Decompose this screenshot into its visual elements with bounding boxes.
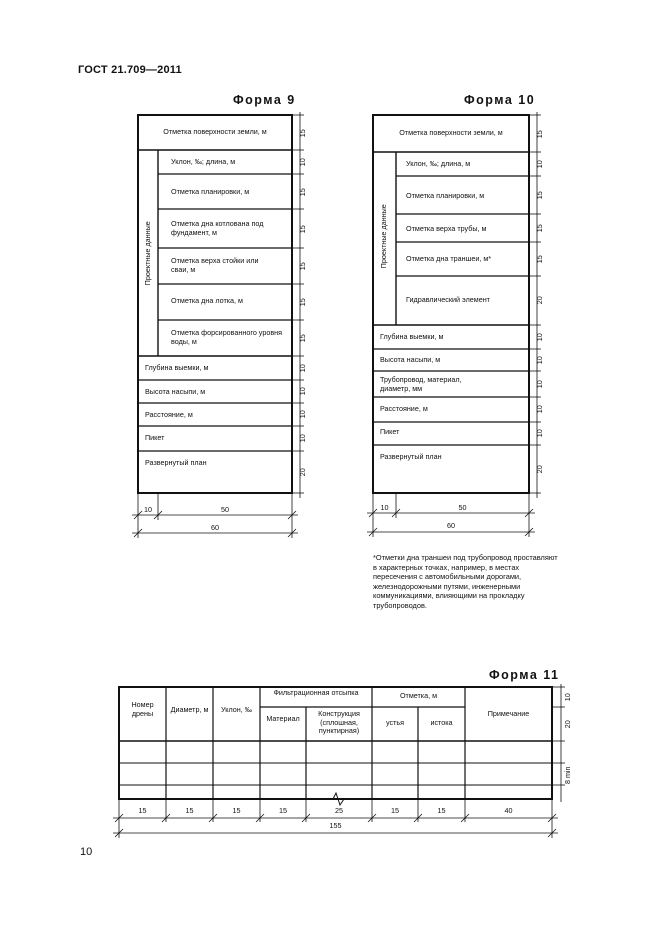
form9-height-11: 10 xyxy=(297,434,307,443)
form9-row-tray-bottom: Отметка дна лотка, м xyxy=(171,296,243,305)
form11-header-slope: Уклон, ‰ xyxy=(221,705,252,714)
form11-width-8: 40 xyxy=(504,806,513,815)
form9-height-10: 10 xyxy=(297,410,307,419)
form10-row-pipe-top: Отметка верха трубы, м xyxy=(406,224,487,233)
form11-width-total: 155 xyxy=(329,821,342,830)
form10-height-10: 10 xyxy=(534,405,544,414)
form9-title: Форма 9 xyxy=(233,93,296,107)
form11-frame xyxy=(119,687,552,799)
form10-width-right: 50 xyxy=(458,503,467,512)
form10-row-pipeline: Трубопровод, материал, диаметр, мм xyxy=(380,375,462,393)
form9-height-4: 15 xyxy=(297,225,307,234)
form9-height-5: 15 xyxy=(297,262,307,271)
form9-height-6: 15 xyxy=(297,298,307,307)
form11-height-h1: 10 xyxy=(562,693,572,702)
form11-header-mouth: устья xyxy=(385,718,405,727)
form9-row-water-level: Отметка форсированного уровня воды, м xyxy=(171,328,282,346)
form10-row-distance: Расстояние, м xyxy=(380,404,428,413)
form9-row-plan: Развернутый план xyxy=(145,458,207,467)
form9-width-total: 60 xyxy=(211,523,219,532)
form11-header-drain-no: Номер дрены xyxy=(131,700,154,718)
form10-height-2: 10 xyxy=(534,160,544,169)
form11-header-diameter: Диаметр, м xyxy=(170,705,209,714)
form10-height-1: 15 xyxy=(534,130,544,139)
form10-row-hydraulic: Гидравлический элемент xyxy=(406,295,490,304)
form10-width-left: 10 xyxy=(380,503,389,512)
form10-row-plan: Развернутый план xyxy=(380,452,442,461)
form9-row-picket: Пикет xyxy=(145,433,165,442)
form10-row-slope: Уклон, ‰; длина, м xyxy=(406,159,471,168)
form10-footnote: *Отметки дна траншеи под трубопровод проставляют в характерных точках, например, в местах пересечения с автомобильными дорогами, железнодорожными путями, инженерными коммуникациями, влияющими на прокладку трубопроводов. xyxy=(373,553,558,610)
form11-title: Форма 11 xyxy=(489,668,560,682)
form10-height-9: 10 xyxy=(534,380,544,389)
form11-width-6: 15 xyxy=(391,806,399,815)
page-number: 10 xyxy=(80,846,93,858)
form11-width-7: 15 xyxy=(437,806,446,815)
form9-height-7: 15 xyxy=(297,334,307,343)
form10-height-8: 10 xyxy=(534,356,544,365)
form10-side-label: Проектные данные xyxy=(378,204,388,269)
form11-height-h2: 20 xyxy=(562,720,572,729)
form10-height-3: 15 xyxy=(534,191,544,200)
form11-width-2: 15 xyxy=(185,806,194,815)
form9-width-right: 50 xyxy=(221,505,229,514)
form11-width-4: 15 xyxy=(279,806,287,815)
form10-height-4: 15 xyxy=(534,224,544,233)
form10-row-surface: Отметка поверхности земли, м xyxy=(399,128,503,137)
form10-width-total: 60 xyxy=(447,521,455,530)
form11-header-filter: Фильтрационная отсыпка xyxy=(273,688,359,697)
form9-height-3: 15 xyxy=(297,188,307,197)
form10-height-7: 10 xyxy=(534,333,544,342)
document-code: ГОСТ 21.709—2011 xyxy=(78,64,182,76)
form9-row-embankment: Высота насыпи, м xyxy=(145,387,206,396)
form10-height-11: 10 xyxy=(534,429,544,438)
form9-row-post-top: Отметка верха стойки или сваи, м xyxy=(171,256,259,274)
form10-height-12: 20 xyxy=(534,465,544,474)
form10-row-embankment: Высота насыпи, м xyxy=(380,355,441,364)
form10-row-picket: Пикет xyxy=(380,427,400,436)
form9-height-8: 10 xyxy=(297,364,307,373)
form9-height-2: 10 xyxy=(297,158,307,167)
form11-header-source: истока xyxy=(430,718,453,727)
form9-row-pit-bottom: Отметка дна котлована под фундамент, м xyxy=(171,219,264,237)
form11-header-elevation: Отметка, м xyxy=(399,691,438,700)
form10-title: Форма 10 xyxy=(464,93,536,107)
form9-height-1: 15 xyxy=(297,129,307,138)
form9-row-surface: Отметка поверхности земли, м xyxy=(163,127,267,136)
form9-height-9: 10 xyxy=(297,387,307,396)
form11-width-1: 15 xyxy=(138,806,147,815)
form9-row-excavation: Глубина выемки, м xyxy=(145,363,209,372)
form9-row-distance: Расстояние, м xyxy=(145,410,193,419)
form11-width-3: 15 xyxy=(232,806,241,815)
form9-row-planning: Отметка планировки, м xyxy=(171,187,250,196)
form9-width-left: 10 xyxy=(144,505,152,514)
form11-height-body: 8 min xyxy=(562,766,572,785)
form11-header-construction: Конструкция (сплошная, пунктирная) xyxy=(318,709,360,735)
form10-height-5: 15 xyxy=(534,255,544,264)
form9-row-slope: Уклон, ‰; длина, м xyxy=(171,157,236,166)
form9-height-12: 20 xyxy=(297,468,307,477)
form11-header-note: Примечание xyxy=(487,709,530,718)
form10-height-6: 20 xyxy=(534,296,544,305)
form10-row-excavation: Глубина выемки, м xyxy=(380,332,444,341)
form11-width-5: 25 xyxy=(335,806,343,815)
form10-row-planning: Отметка планировки, м xyxy=(406,191,485,200)
form9-side-label: Проектные данные xyxy=(142,221,152,286)
form10-row-trench-bottom: Отметка дна траншеи, м* xyxy=(406,254,492,263)
form11-header-material: Материал xyxy=(266,714,300,723)
